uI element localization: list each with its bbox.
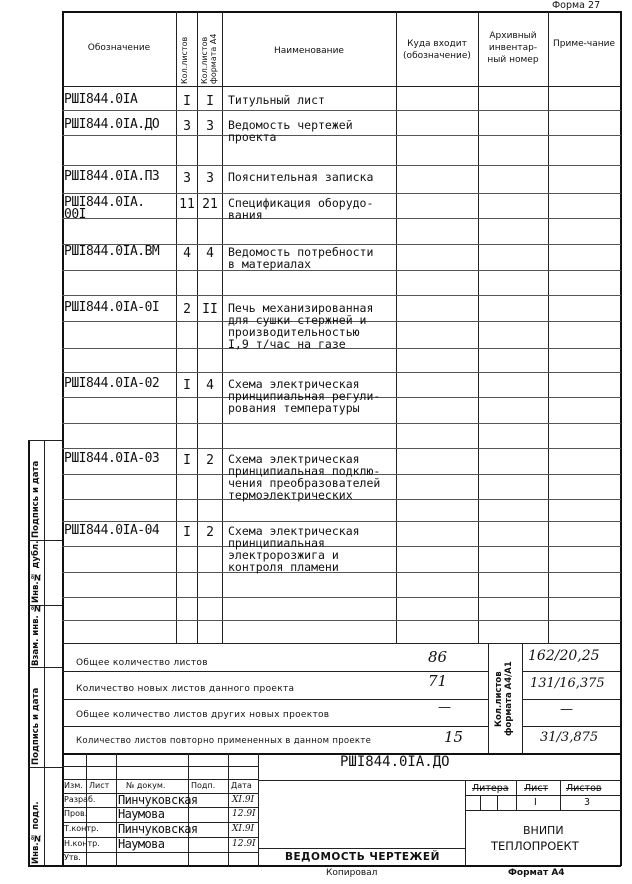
tb-role: Н.контр.	[64, 839, 100, 848]
header-note: Приме-чание	[552, 39, 615, 49]
row-sheets-count: 11	[179, 197, 195, 212]
row-designation: РШІ844.0ІА.ПЗ	[64, 169, 160, 184]
row-sheets-a4: 2	[206, 525, 214, 540]
tb-date: XІ.9І	[232, 824, 255, 834]
tb-col-doc-no: № докум.	[126, 781, 166, 790]
summary-a4-new: 131/16,375	[530, 676, 605, 691]
summary-a4-reused: 31/3,875	[540, 730, 599, 745]
row-sheets-count: I	[183, 525, 191, 540]
row-designation: РШІ844.0ІА-02	[64, 376, 160, 391]
row-name: Схема электрическая принципиальная электророзжига и контроля пламени	[228, 524, 360, 574]
side-sign-date-top: Подпись и дата	[31, 460, 41, 538]
row-name: Схема электрическая принципиальная регули- рования температуры	[228, 377, 381, 415]
tb-sheets-value: 3	[584, 797, 591, 808]
tb-date: XІ.9І	[232, 795, 255, 805]
side-replace-inv: Взам. инв. №	[31, 602, 41, 666]
footer-copied: Копировал	[326, 868, 378, 878]
row-sheets-a4: 4	[206, 246, 214, 261]
header-archive: Архивный инвентар-ный номер	[487, 31, 539, 65]
tb-col-date: Дата	[231, 781, 252, 790]
footer-format: Формат А4	[508, 868, 565, 878]
summary-total-value: 86	[428, 648, 448, 666]
row-sheets-count: 4	[183, 246, 191, 261]
row-sheets-count: I	[183, 453, 191, 468]
summary-reused-value: 15	[444, 728, 464, 746]
tb-person-name: Пинчуковская	[118, 822, 198, 836]
row-sheets-a4: 3	[206, 171, 214, 186]
row-designation: РШІ844.0ІА-0І	[64, 300, 160, 315]
header-name: Наименование	[274, 46, 344, 56]
side-sign-date-bottom: Подпись и дата	[31, 687, 41, 765]
summary-new-label: Количество новых листов данного проекта	[76, 684, 295, 694]
summary-a4-label: Кол.листов формата А4/А1	[494, 661, 514, 737]
tb-person-name: Пинчуковская	[118, 793, 198, 807]
row-sheets-a4: 3	[206, 119, 214, 134]
row-sheets-a4: 21	[202, 197, 218, 212]
row-sheets-a4: II	[202, 302, 218, 317]
tb-person-name: Наумова	[118, 807, 165, 821]
row-designation: РШІ844.0ІА.ДО	[64, 117, 160, 132]
summary-new-value: 71	[428, 672, 448, 690]
row-sheets-count: 2	[183, 302, 191, 317]
row-sheets-a4: I	[206, 94, 214, 109]
header-used-in: Куда входит (обозначение)	[403, 39, 471, 61]
header-sheets-count: Кол.листов	[180, 36, 189, 84]
row-name: Печь механизированная для сушки стержней и производительностью І,9 т/час на газе	[228, 301, 374, 351]
header-sheets-a4: Кол.листов формата А4	[200, 33, 218, 84]
row-designation: РШІ844.0ІА. 00І	[64, 195, 145, 222]
tb-sheets-label: Листов	[566, 783, 602, 794]
summary-total-label: Общее количество листов	[76, 658, 208, 668]
row-sheets-a4: 4	[206, 378, 214, 393]
tb-org-1: ВНИПИ	[523, 824, 564, 837]
side-inv-dup: Инв.№ дубл.	[31, 540, 41, 603]
tb-sheet-value: I	[534, 797, 537, 808]
tb-sheet-label: Лист	[524, 783, 549, 794]
tb-date: 12.9І	[232, 809, 256, 819]
row-name: Пояснительная записка	[228, 170, 374, 184]
tb-role: Разраб.	[64, 795, 96, 804]
row-name: Схема электрическая принципиальная подклю- чения преобразователей термоэлектрических	[228, 452, 381, 502]
summary-other-label: Общее количество листов других новых проектов	[76, 710, 330, 720]
row-designation: РШІ844.0ІА-04	[64, 523, 160, 538]
row-sheets-count: I	[183, 94, 191, 109]
tb-col-sign: Подп.	[191, 781, 216, 790]
summary-a4-total: 162/20,25	[528, 648, 600, 664]
summary-a4-other: —	[560, 702, 573, 717]
tb-role: Т.контр.	[64, 824, 99, 833]
row-name: Ведомость потребности в материалах	[228, 245, 374, 271]
row-name: Титульный лист	[228, 93, 325, 107]
row-designation: РШІ844.0ІА-03	[64, 451, 160, 466]
form-label: Форма 27	[552, 0, 601, 11]
row-name: Спецификация оборудо- вания	[228, 196, 374, 222]
tb-role: Утв.	[64, 853, 81, 862]
tb-date: 12.9І	[232, 839, 256, 849]
row-sheets-count: I	[183, 378, 191, 393]
tb-col-change: Изм.	[64, 781, 83, 790]
row-sheets-count: 3	[183, 119, 191, 134]
row-name: Ведомость чертежей проекта	[228, 118, 353, 144]
tb-person-name: Наумова	[118, 837, 165, 851]
tb-org-2: ТЕПЛОПРОЕКТ	[491, 839, 579, 853]
row-sheets-a4: 2	[206, 453, 214, 468]
side-inv-orig: Инв.№ подл.	[31, 801, 41, 864]
tb-doc-title: ВЕДОМОСТЬ ЧЕРТЕЖЕЙ	[285, 851, 440, 863]
header-designation: Обозначение	[87, 43, 151, 53]
tb-stage-label: Литера	[472, 783, 509, 794]
tb-role: Пров.	[64, 809, 88, 818]
row-designation: РШІ844.0ІА	[64, 92, 138, 107]
summary-other-value: —	[438, 700, 451, 715]
summary-reused-label: Количество листов повторно примененных в данном проекте	[76, 736, 372, 746]
tb-col-sheet: Лист	[89, 781, 110, 790]
title-doc-code: РШІ844.0ІА.ДО	[340, 754, 450, 770]
row-designation: РШІ844.0ІА.ВМ	[64, 244, 160, 259]
row-sheets-count: 3	[183, 171, 191, 186]
